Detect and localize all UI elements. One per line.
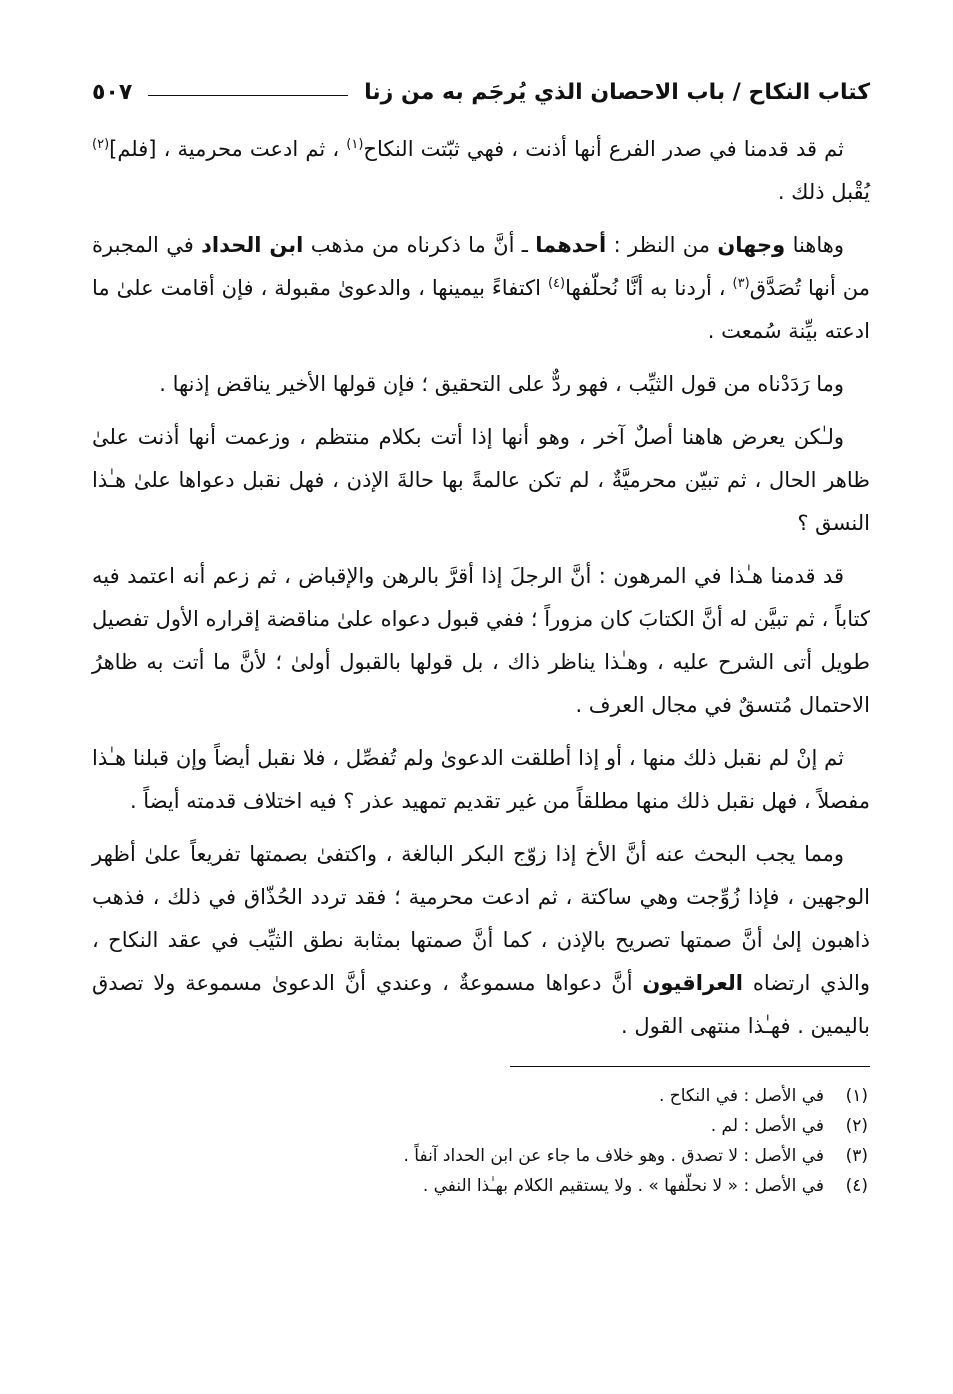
footnote-separator	[510, 1066, 870, 1067]
footnote-number: (٤)	[845, 1176, 868, 1196]
text-segment: أنَّ دعواها مسموعةٌ ، وعندي أنَّ الدعوىٰ مسموعة ولا تصدق باليمين . فهـٰذا منتهى القول .	[92, 971, 870, 1038]
footnote-number: (١)	[845, 1086, 868, 1106]
paragraph	[92, 224, 870, 353]
footnote-text: في الأصل : لا تصدق . وهو خلاف ما جاء عن ابن الحداد آنفاً .	[403, 1146, 824, 1166]
text-segment: ـ أنَّ ما ذكرناه من مذهب	[303, 233, 536, 257]
text-segment: قد قدمنا هـٰذا في المرهون : أنَّ الرجلَ إذا أقرَّ بالرهن والإقباض ، ثم زعم أنه اعتمد فيه كتاباً ، ثم تبيَّن له أنَّ الكتابَ كان مزوراً ؛ ففي قبول دعواه علىٰ مناقضة إقراره الأول تفصيل طويل أتى الشرح عليه ، وهـٰذا يناظر ذاك ، بل قولها بالقبول أولىٰ ؛ لأنَّ ما أتت به ظاهرُ الاحتمال مُتسقٌ في مجال العرف .	[92, 564, 870, 717]
text-segment: اكتفاءً بيمينها ، والدعوىٰ مقبولة ، فإن أقامت علىٰ ما ادعته بيِّنة سُمعت .	[92, 276, 870, 343]
page-number: ٥٠٧	[92, 79, 133, 105]
footnote-ref: (٣)	[732, 276, 750, 291]
footnote-number: (٢)	[845, 1116, 868, 1136]
footnote-item	[92, 1081, 870, 1111]
footnote-item	[92, 1111, 870, 1141]
body-text	[92, 128, 870, 1048]
text-segment: ، ثم ادعت محرمية ، [فلم]	[109, 137, 347, 161]
paragraph	[92, 737, 870, 823]
paragraph	[92, 833, 870, 1048]
text-segment: يُقْبل ذلك .	[777, 180, 870, 204]
footnote-text: في الأصل : « لا نحلّفها » . ولا يستقيم الكلام بهـٰذا النفي .	[422, 1176, 824, 1196]
footnote-text: في الأصل : لم .	[710, 1116, 824, 1136]
footnotes	[92, 1081, 870, 1201]
footnote-ref: (٤)	[547, 276, 566, 291]
header-rule	[148, 95, 348, 96]
text-segment: وما رَدَدْناه من قول الثيِّب ، فهو ردٌّ على التحقيق ؛ فإن قولها الأخير يناقض إذنها .	[159, 372, 844, 396]
text-segment: في المجبرة من أنها تُصَدَّق	[92, 233, 870, 300]
text-segment: ومما يجب البحث عنه أنَّ الأخ إذا زوّج البكر البالغة ، واكتفىٰ بصمتها تفريعاً علىٰ أظهر الوجهين ، فإذا زُوِّجت وهي ساكتة ، ثم ادعت محرمية ؛ فقد تردد الحُذّاق في ذلك ، فذهب ذاهبون إلىٰ أنَّ صمتها تصريح بالإذن ، كما أنَّ صمتها بمثابة نطق الثيِّب في عقد النكاح ، والذي ارتضاه	[92, 842, 870, 995]
bold-term: ابن الحداد	[201, 233, 304, 257]
bold-term: أحدهما	[535, 233, 607, 257]
text-segment: ، أردنا به أنَّا نُحلّفها	[565, 276, 733, 300]
text-segment: وهاهنا	[785, 233, 844, 257]
footnote-number: (٣)	[845, 1146, 868, 1166]
text-segment: من النظر :	[606, 233, 718, 257]
footnote-text: في الأصل : في النكاح .	[658, 1086, 824, 1106]
footnote-ref: (١)	[346, 137, 364, 152]
header-title: كتاب النكاح / باب الاحصان الذي يُرجَم به من زنا	[364, 79, 870, 105]
text-segment: ثم إنْ لم نقبل ذلك منها ، أو إذا أطلقت الدعوىٰ ولم تُفصِّل ، فلا نقبل أيضاً وإن قبلنا هـٰذا مفصلاً ، فهل نقبل ذلك منها مطلقاً من غير تقديم تمهيد عذر ؟ فيه اختلاف قدمته أيضاً .	[92, 746, 870, 813]
bold-term: وجهان	[717, 233, 786, 257]
footnote-item	[92, 1171, 870, 1201]
bold-term: العراقيون	[642, 971, 744, 995]
paragraph	[92, 416, 870, 545]
paragraph	[92, 128, 870, 214]
text-segment: ولـٰكن يعرض هاهنا أصلٌ آخر ، وهو أنها إذا أتت بكلام منتظم ، وزعمت أنها أذنت علىٰ ظاهر الحال ، ثم تبيّن محرميَّةٌ ، لم تكن عالمةً بها حالةَ الإذن ، فهل نقبل دعواها علىٰ هـٰذا النسق ؟	[92, 425, 870, 535]
running-header	[92, 70, 870, 114]
paragraph	[92, 555, 870, 727]
paragraph	[92, 363, 870, 406]
footnote-ref: (٢)	[92, 137, 110, 152]
text-segment: ثم قد قدمنا في صدر الفرع أنها أذنت ، فهي ثبّتت النكاح	[363, 137, 844, 161]
footnote-item	[92, 1141, 870, 1171]
book-page	[92, 70, 870, 1201]
